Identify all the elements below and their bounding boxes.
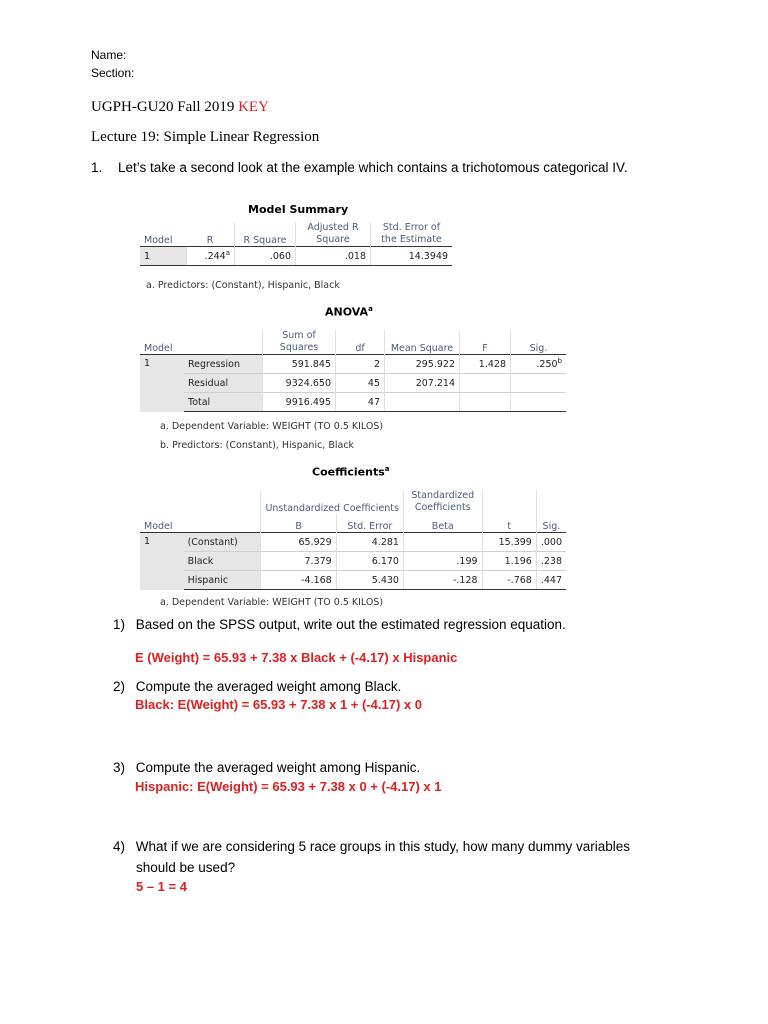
coef-row-label: Hispanic	[184, 571, 261, 590]
intro-number: 1.	[91, 160, 103, 175]
coef-group-std: Standardized Coefficients	[403, 490, 482, 514]
coef-sig: .238	[536, 552, 566, 571]
coef-se: 6.170	[336, 552, 403, 571]
anova-header-ss: Sum of Squares	[263, 330, 336, 355]
anova-ss: 591.845	[263, 355, 336, 374]
question-4-continued: should be used?	[136, 860, 236, 875]
coef-header-se: Std. Error	[336, 514, 403, 533]
question-text: Based on the SPSS output, write out the estimated regression equation.	[135, 617, 566, 632]
coef-group-unstd: Unstandardized Coefficients	[261, 490, 404, 514]
ms-model: 1	[140, 247, 186, 266]
anova-f	[460, 374, 511, 393]
coefficients-table	[140, 490, 566, 590]
anova-header-ms: Mean Square	[385, 330, 460, 355]
ms-footnote: a. Predictors: (Constant), Hispanic, Black	[146, 280, 340, 291]
anova-header-sig: Sig.	[511, 330, 567, 355]
anova-f	[460, 393, 511, 412]
ms-rsq: .060	[235, 247, 296, 266]
question-4	[113, 839, 630, 854]
ms-adjrsq: .018	[296, 247, 371, 266]
course-title	[91, 99, 269, 116]
anova-sig: .250$^b$	[511, 355, 567, 374]
name-label: Name:	[91, 48, 127, 62]
lecture-prefix: Lecture	[91, 129, 137, 145]
coefficients-title: Coefficients$^a$	[312, 465, 390, 479]
coef-b: 7.379	[261, 552, 336, 571]
anova-header-f: F	[460, 330, 511, 355]
model-summary-table	[140, 222, 452, 266]
coef-footnote: a. Dependent Variable: WEIGHT (TO 0.5 KILOS)	[160, 597, 384, 608]
anova-ms: 295.922	[385, 355, 460, 374]
coef-b: -4.168	[261, 571, 336, 590]
coef-sig: .447	[536, 571, 566, 590]
anova-f: 1.428	[460, 355, 511, 374]
anova-title: ANOVA$^a$	[325, 305, 373, 319]
coef-row-label: Black	[184, 552, 261, 571]
coef-t: -.768	[482, 571, 536, 590]
anova-sig	[511, 374, 567, 393]
coef-header-t: t	[482, 514, 536, 533]
question-text: Compute the averaged weight among Hispanic.	[135, 760, 421, 775]
coef-header-b: B	[261, 514, 336, 533]
ms-r: .244$^a$	[186, 247, 235, 266]
question-number: 3)	[113, 760, 126, 775]
ms-header-adjrsq: Adjusted R Square	[296, 222, 371, 247]
ms-header-model: Model	[144, 235, 173, 246]
coef-header-beta: Beta	[403, 514, 482, 533]
anova-row-label: Regression	[184, 355, 263, 374]
anova-row-label: Total	[184, 393, 263, 412]
anova-ms: 207.214	[385, 374, 460, 393]
coef-t: 15.399	[482, 533, 536, 552]
anova-model: 1	[140, 355, 184, 412]
anova-df: 47	[336, 393, 385, 412]
coef-row-label: (Constant)	[184, 533, 261, 552]
anova-df: 45	[336, 374, 385, 393]
coef-beta	[403, 533, 482, 552]
coef-beta: .199	[403, 552, 482, 571]
coef-se: 4.281	[336, 533, 403, 552]
coef-beta: -.128	[403, 571, 482, 590]
anova-ss: 9324.650	[263, 374, 336, 393]
anova-ms	[385, 393, 460, 412]
anova-df: 2	[336, 355, 385, 374]
anova-header-model: Model	[144, 343, 173, 354]
question-2	[113, 679, 401, 694]
anova-footnote-b: b. Predictors: (Constant), Hispanic, Black	[160, 440, 355, 451]
answer-1: E (Weight) = 65.93 + 7.38 x Black + (-4.17) x Hispanic	[135, 650, 458, 665]
ms-stderr: 14.3949	[371, 247, 453, 266]
anova-table	[140, 330, 566, 412]
section-label: Section:	[91, 66, 135, 80]
anova-footnote-a: a. Dependent Variable: WEIGHT (TO 0.5 KILOS)	[160, 421, 384, 432]
course-name: UGPH-GU20 Fall 2019	[91, 99, 235, 115]
lecture-title	[91, 129, 319, 146]
question-number: 2)	[113, 679, 126, 694]
question-text: Compute the averaged weight among Black.	[135, 679, 402, 694]
answer-3: Hispanic: E(Weight) = 65.93 + 7.38 x 0 + (-4.17) x 1	[135, 779, 442, 794]
lecture-name: : Simple Linear Regression	[155, 129, 320, 145]
key-label: KEY	[238, 99, 269, 115]
coef-se: 5.430	[336, 571, 403, 590]
question-text: What if we are considering 5 race groups in this study, how many dummy variables	[135, 839, 631, 854]
answer-4: 5 – 1 = 4	[136, 879, 187, 894]
coef-b: 65.929	[261, 533, 336, 552]
coef-header-sig: Sig.	[536, 514, 566, 533]
anova-sig	[511, 393, 567, 412]
lecture-number: 19	[140, 129, 156, 145]
question-1	[113, 617, 566, 632]
coef-header-blank	[184, 514, 261, 533]
question-number: 4)	[113, 839, 126, 854]
question-number: 1)	[113, 617, 126, 632]
ms-header-r: R	[206, 235, 214, 246]
anova-ss: 9916.495	[263, 393, 336, 412]
coef-t: 1.196	[482, 552, 536, 571]
coef-sig: .000	[536, 533, 566, 552]
coef-model: 1	[140, 533, 184, 590]
coef-header-model: Model	[144, 521, 173, 532]
intro-text: Let’s take a second look at the example which contains a trichotomous categorical IV.	[118, 160, 628, 175]
anova-row-label: Residual	[184, 374, 263, 393]
question-3	[113, 760, 420, 775]
ms-header-stderr: Std. Error of the Estimate	[371, 222, 453, 247]
ms-header-rsq: R Square	[235, 222, 296, 247]
answer-2: Black: E(Weight) = 65.93 + 7.38 x 1 + (-4.17) x 0	[135, 697, 422, 712]
anova-header-blank	[184, 330, 263, 355]
intro-question	[91, 160, 628, 175]
model-summary-title: Model Summary	[248, 203, 349, 216]
anova-header-df: df	[336, 330, 385, 355]
